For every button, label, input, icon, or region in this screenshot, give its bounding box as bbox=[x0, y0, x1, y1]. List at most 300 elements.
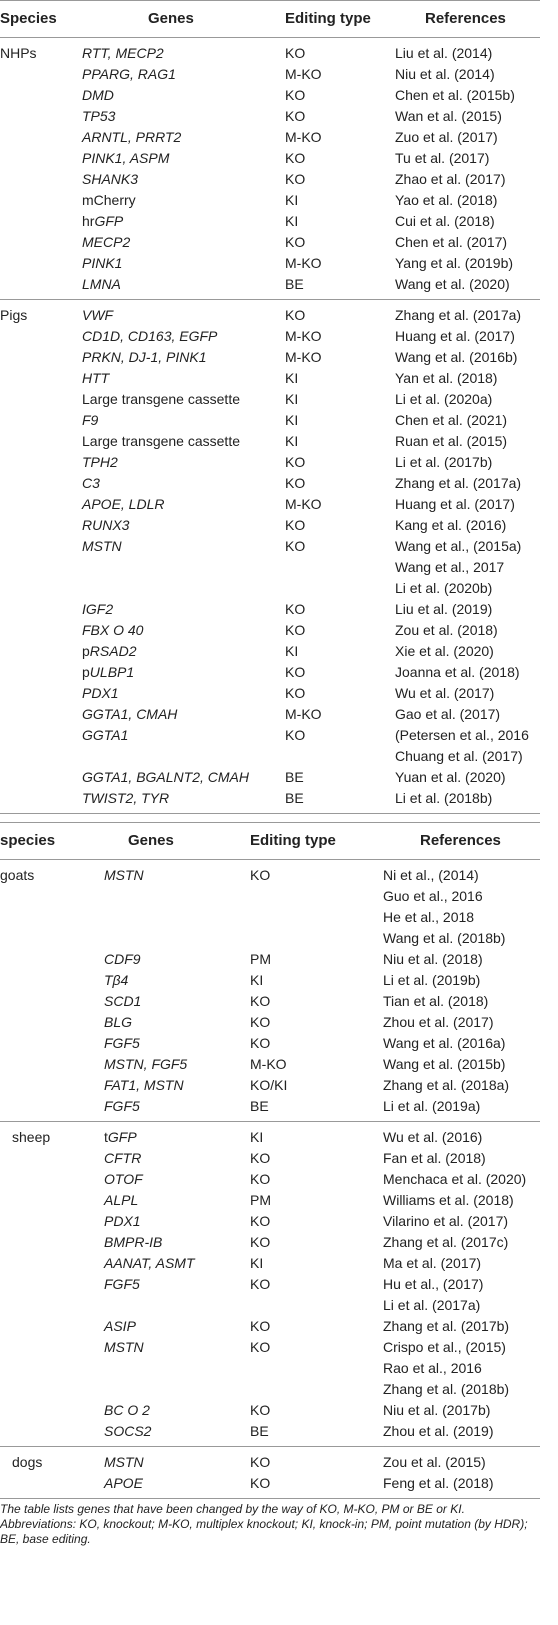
table-row bbox=[0, 1400, 540, 1421]
table-row bbox=[0, 1274, 540, 1316]
table-row bbox=[0, 1127, 540, 1148]
genes-cell bbox=[82, 190, 136, 211]
reference-cell: Wang et al., 2017 bbox=[395, 559, 505, 575]
table-row bbox=[0, 515, 540, 536]
gene-name: GFP bbox=[107, 1129, 137, 1145]
gene-name: BLG bbox=[104, 1014, 133, 1030]
reference-cell: Zhao et al. (2017) bbox=[395, 171, 506, 187]
editing-type-cell: M-KO bbox=[285, 66, 322, 82]
genes-cell bbox=[104, 1316, 136, 1337]
genes-cell bbox=[82, 232, 130, 253]
editing-type-cell: KI bbox=[285, 433, 299, 449]
table-spacer bbox=[0, 814, 558, 822]
column-header: References bbox=[420, 832, 501, 849]
table-row bbox=[0, 148, 540, 169]
reference-cell: Zhang et al. (2018b) bbox=[383, 1381, 510, 1397]
gene-name: GGTA1, BGALNT2, CMAH bbox=[82, 769, 249, 785]
gene-name: BC O 2 bbox=[104, 1402, 150, 1418]
reference-cell: Liu et al. (2019) bbox=[395, 601, 493, 617]
genes-cell bbox=[82, 274, 121, 295]
gene-name: ALPL bbox=[104, 1192, 139, 1208]
table-goats-sheep-dogs-section-goats bbox=[0, 860, 540, 1121]
column-header: species bbox=[0, 832, 56, 849]
table-row bbox=[0, 410, 540, 431]
genes-cell bbox=[104, 1473, 143, 1494]
table-row bbox=[0, 305, 540, 326]
species-cell: Pigs bbox=[0, 307, 28, 323]
gene-name: HTT bbox=[82, 370, 110, 386]
column-header: Genes bbox=[128, 832, 174, 849]
table-row bbox=[0, 683, 540, 704]
editing-type-cell: KO/KI bbox=[250, 1077, 288, 1093]
gene-name: p bbox=[82, 664, 90, 680]
editing-type-cell: KO bbox=[250, 1475, 271, 1491]
editing-type-cell: KO bbox=[285, 601, 306, 617]
gene-name: ASIP bbox=[104, 1318, 136, 1334]
editing-type-cell: M-KO bbox=[285, 328, 322, 344]
editing-type-cell: KO bbox=[250, 867, 271, 883]
genes-cell bbox=[82, 127, 181, 148]
genes-cell bbox=[82, 389, 240, 410]
gene-name: Large transgene cassette bbox=[82, 391, 240, 407]
gene-name: F9 bbox=[82, 412, 99, 428]
reference-cell: Niu et al. (2018) bbox=[383, 951, 483, 967]
reference-cell: Niu et al. (2017b) bbox=[383, 1402, 491, 1418]
genes-cell bbox=[104, 1274, 140, 1295]
table-goats-sheep-dogs-section-sheep bbox=[0, 1122, 540, 1446]
table-row bbox=[0, 865, 540, 949]
editing-type-cell: M-KO bbox=[285, 129, 322, 145]
species-cell: dogs bbox=[12, 1454, 43, 1470]
gene-name: hr bbox=[82, 213, 95, 229]
gene-name: MSTN bbox=[82, 538, 122, 554]
table-nhps-pigs-section-rule bbox=[0, 813, 540, 814]
genes-cell bbox=[82, 305, 113, 326]
gene-name: FBX O 40 bbox=[82, 622, 144, 638]
reference-cell: Li et al. (2017b) bbox=[395, 454, 493, 470]
gene-name: OTOF bbox=[104, 1171, 143, 1187]
genes-cell bbox=[82, 515, 129, 536]
gene-name: ARNTL, PRRT2 bbox=[82, 129, 182, 145]
table-row bbox=[0, 431, 540, 452]
genes-cell bbox=[82, 253, 122, 274]
genes-cell bbox=[82, 43, 164, 64]
table-row bbox=[0, 767, 540, 788]
editing-type-cell: KO bbox=[285, 87, 306, 103]
editing-type-cell: KO bbox=[285, 234, 306, 250]
table-row bbox=[0, 1169, 540, 1190]
editing-type-cell: BE bbox=[285, 769, 304, 785]
gene-name: t bbox=[104, 1129, 108, 1145]
table-row bbox=[0, 1054, 540, 1075]
reference-cell: Yao et al. (2018) bbox=[395, 192, 498, 208]
reference-cell: Joanna et al. (2018) bbox=[395, 664, 520, 680]
table-row bbox=[0, 347, 540, 368]
editing-type-cell: KO bbox=[250, 1150, 271, 1166]
gene-name: RTT, MECP2 bbox=[82, 45, 164, 61]
table-row bbox=[0, 368, 540, 389]
editing-type-cell: KO bbox=[250, 1213, 271, 1229]
reference-cell: Yuan et al. (2020) bbox=[395, 769, 506, 785]
reference-cell: Menchaca et al. (2020) bbox=[383, 1171, 527, 1187]
gene-name: FGF5 bbox=[104, 1276, 140, 1292]
editing-type-cell: KI bbox=[285, 643, 299, 659]
reference-cell: Wang et al. (2018b) bbox=[383, 930, 506, 946]
table-row bbox=[0, 190, 540, 211]
gene-name: MECP2 bbox=[82, 234, 131, 250]
table-row bbox=[0, 127, 540, 148]
table-row bbox=[0, 991, 540, 1012]
editing-type-cell: KO bbox=[250, 1014, 271, 1030]
editing-type-cell: KO bbox=[285, 517, 306, 533]
gene-name: PRKN, DJ-1, PINK1 bbox=[82, 349, 207, 365]
genes-cell bbox=[82, 725, 128, 746]
reference-cell: Zhang et al. (2017a) bbox=[395, 307, 522, 323]
editing-type-cell: KO bbox=[250, 1276, 271, 1292]
gene-name: p bbox=[82, 643, 90, 659]
reference-cell: Cui et al. (2018) bbox=[395, 213, 495, 229]
gene-name: CDF9 bbox=[104, 951, 141, 967]
genes-cell bbox=[82, 599, 113, 620]
gene-name: TPH2 bbox=[82, 454, 118, 470]
gene-name: RUNX3 bbox=[82, 517, 130, 533]
reference-cell: Li et al. (2019a) bbox=[383, 1098, 481, 1114]
table-row bbox=[0, 662, 540, 683]
table-footnote bbox=[0, 1502, 545, 1547]
genes-cell bbox=[82, 704, 177, 725]
column-header: Editing type bbox=[250, 832, 336, 849]
editing-type-cell: KO bbox=[250, 993, 271, 1009]
table-row bbox=[0, 1232, 540, 1253]
footnote-line: The table lists genes that have been changed by the way of KO, M-KO, PM or BE or KI. bbox=[0, 1502, 465, 1516]
genes-cell bbox=[82, 536, 122, 557]
reference-cell: Xie et al. (2020) bbox=[395, 643, 494, 659]
editing-type-cell: KO bbox=[285, 307, 306, 323]
editing-type-cell: KI bbox=[250, 1129, 264, 1145]
gene-name: IGF2 bbox=[82, 601, 114, 617]
table-row bbox=[0, 1148, 540, 1169]
genes-cell bbox=[104, 1033, 140, 1054]
gene-name: DMD bbox=[82, 87, 114, 103]
editing-type-cell: M-KO bbox=[285, 706, 322, 722]
table-row bbox=[0, 1033, 540, 1054]
reference-cell: Chuang et al. (2017) bbox=[395, 748, 523, 764]
genes-cell bbox=[82, 368, 109, 389]
genes-cell bbox=[82, 683, 119, 704]
editing-type-cell: KO bbox=[250, 1454, 271, 1470]
reference-cell: Chen et al. (2017) bbox=[395, 234, 508, 250]
genes-cell bbox=[104, 1452, 144, 1473]
reference-cell: Tu et al. (2017) bbox=[395, 150, 490, 166]
genes-cell bbox=[82, 452, 118, 473]
editing-type-cell: BE bbox=[250, 1098, 269, 1114]
table-row bbox=[0, 1473, 540, 1494]
gene-name: FGF5 bbox=[104, 1035, 140, 1051]
reference-cell: Li et al. (2018b) bbox=[395, 790, 493, 806]
gene-name: MSTN, FGF5 bbox=[104, 1056, 188, 1072]
table-row bbox=[0, 949, 540, 970]
genes-cell bbox=[82, 494, 164, 515]
column-header: Genes bbox=[148, 10, 194, 27]
table-row bbox=[0, 1075, 540, 1096]
table-row bbox=[0, 1190, 540, 1211]
reference-cell: Yang et al. (2019b) bbox=[395, 255, 514, 271]
genes-cell bbox=[104, 1096, 140, 1117]
gene-name: C3 bbox=[82, 475, 100, 491]
reference-cell: Kang et al. (2016) bbox=[395, 517, 507, 533]
table-row bbox=[0, 232, 540, 253]
editing-type-cell: KO bbox=[285, 45, 306, 61]
column-header: Editing type bbox=[285, 10, 371, 27]
table-row bbox=[0, 253, 540, 274]
reference-cell: Rao et al., 2016 bbox=[383, 1360, 482, 1376]
editing-type-cell: KO bbox=[285, 454, 306, 470]
table-row bbox=[0, 1012, 540, 1033]
editing-type-cell: KO bbox=[285, 685, 306, 701]
species-cell: goats bbox=[0, 867, 35, 883]
genes-cell bbox=[82, 85, 114, 106]
gene-name: SCD1 bbox=[104, 993, 142, 1009]
reference-cell: Williams et al. (2018) bbox=[383, 1192, 514, 1208]
reference-cell: Zhang et al. (2017c) bbox=[383, 1234, 509, 1250]
table-row bbox=[0, 43, 540, 64]
gene-name: SHANK3 bbox=[82, 171, 139, 187]
genes-cell bbox=[82, 431, 240, 452]
editing-type-cell: KO bbox=[285, 150, 306, 166]
table-nhps-pigs-header-row bbox=[0, 1, 540, 37]
reference-cell: Chen et al. (2015b) bbox=[395, 87, 515, 103]
genes-cell bbox=[82, 169, 138, 190]
genes-cell bbox=[104, 1169, 143, 1190]
genes-cell bbox=[104, 970, 128, 991]
genes-cell bbox=[104, 1211, 141, 1232]
gene-name: AANAT, ASMT bbox=[104, 1255, 195, 1271]
editing-type-cell: KI bbox=[285, 370, 299, 386]
genes-cell bbox=[104, 1148, 141, 1169]
table-row bbox=[0, 473, 540, 494]
gene-name: APOE, LDLR bbox=[82, 496, 165, 512]
editing-type-cell: KO bbox=[285, 664, 306, 680]
gene-name: GGTA1, CMAH bbox=[82, 706, 178, 722]
reference-cell: Li et al. (2020b) bbox=[395, 580, 493, 596]
reference-cell: Ma et al. (2017) bbox=[383, 1255, 482, 1271]
table-goats-sheep-dogs-section-rule bbox=[0, 1498, 540, 1499]
table-row bbox=[0, 1421, 540, 1442]
gene-name: Tβ4 bbox=[104, 972, 129, 988]
reference-cell: Li et al. (2019b) bbox=[383, 972, 481, 988]
table-row bbox=[0, 494, 540, 515]
table-row bbox=[0, 326, 540, 347]
reference-cell: Crispo et al., (2015) bbox=[383, 1339, 506, 1355]
editing-type-cell: KI bbox=[250, 1255, 264, 1271]
gene-name: FGF5 bbox=[104, 1098, 140, 1114]
reference-cell: Zou et al. (2015) bbox=[383, 1454, 486, 1470]
genes-cell bbox=[82, 64, 176, 85]
table-goats-sheep-dogs bbox=[0, 822, 540, 1499]
editing-type-cell: PM bbox=[250, 951, 271, 967]
gene-name: BMPR-IB bbox=[104, 1234, 163, 1250]
editing-type-cell: M-KO bbox=[285, 496, 322, 512]
table-row bbox=[0, 1316, 540, 1337]
reference-cell: Chen et al. (2021) bbox=[395, 412, 508, 428]
genes-cell bbox=[104, 865, 144, 886]
reference-cell: Gao et al. (2017) bbox=[395, 706, 501, 722]
genes-cell bbox=[82, 410, 98, 431]
reference-cell: Zhang et al. (2017a) bbox=[395, 475, 522, 491]
editing-type-cell: KO bbox=[285, 475, 306, 491]
reference-cell: Li et al. (2020a) bbox=[395, 391, 493, 407]
column-header: References bbox=[425, 10, 506, 27]
reference-cell: Ni et al., (2014) bbox=[383, 867, 479, 883]
editing-type-cell: KI bbox=[285, 192, 299, 208]
genes-cell bbox=[104, 1127, 137, 1148]
table-row bbox=[0, 620, 540, 641]
table-row bbox=[0, 389, 540, 410]
editing-type-cell: KI bbox=[285, 213, 299, 229]
editing-type-cell: KO bbox=[285, 727, 306, 743]
gene-name: TWIST2, TYR bbox=[82, 790, 170, 806]
gene-name: TP53 bbox=[82, 108, 116, 124]
genes-cell bbox=[82, 662, 134, 683]
genes-cell bbox=[104, 1253, 195, 1274]
reference-cell: Guo et al., 2016 bbox=[383, 888, 483, 904]
reference-cell: Zhou et al. (2019) bbox=[383, 1423, 494, 1439]
table-row bbox=[0, 1337, 540, 1400]
reference-cell: Zhang et al. (2017b) bbox=[383, 1318, 510, 1334]
table-row bbox=[0, 536, 540, 599]
editing-type-cell: KO bbox=[250, 1171, 271, 1187]
editing-type-cell: KO bbox=[250, 1339, 271, 1355]
reference-cell: Li et al. (2017a) bbox=[383, 1297, 481, 1313]
reference-cell: Niu et al. (2014) bbox=[395, 66, 495, 82]
reference-cell: Huang et al. (2017) bbox=[395, 328, 515, 344]
table-row bbox=[0, 1096, 540, 1117]
editing-type-cell: BE bbox=[285, 276, 304, 292]
gene-name: VWF bbox=[82, 307, 114, 323]
gene-name: MSTN bbox=[104, 867, 144, 883]
reference-cell: Wang et al. (2016b) bbox=[395, 349, 518, 365]
editing-type-cell: KI bbox=[285, 391, 299, 407]
reference-cell: Wang et al., (2015a) bbox=[395, 538, 522, 554]
table-row bbox=[0, 106, 540, 127]
table-row bbox=[0, 788, 540, 809]
table-row bbox=[0, 641, 540, 662]
genes-cell bbox=[104, 949, 141, 970]
gene-name: Large transgene cassette bbox=[82, 433, 240, 449]
genes-cell bbox=[104, 1337, 144, 1358]
table-goats-sheep-dogs-header-row bbox=[0, 823, 540, 859]
table-nhps-pigs-section-nhps bbox=[0, 38, 540, 299]
gene-name: LMNA bbox=[82, 276, 121, 292]
gene-name: APOE bbox=[104, 1475, 143, 1491]
genes-cell bbox=[104, 1400, 150, 1421]
genes-cell bbox=[104, 1012, 132, 1033]
editing-type-cell: KO bbox=[285, 538, 306, 554]
gene-name: mCherry bbox=[82, 192, 136, 208]
genes-cell bbox=[104, 1190, 138, 1211]
genes-cell bbox=[82, 473, 100, 494]
genes-cell bbox=[82, 641, 136, 662]
reference-cell: Liu et al. (2014) bbox=[395, 45, 493, 61]
editing-type-cell: M-KO bbox=[285, 349, 322, 365]
genes-cell bbox=[82, 788, 169, 809]
table-row bbox=[0, 211, 540, 232]
reference-cell: Ruan et al. (2015) bbox=[395, 433, 508, 449]
genes-cell bbox=[104, 1054, 187, 1075]
gene-name: FAT1, MSTN bbox=[104, 1077, 184, 1093]
reference-cell: Fan et al. (2018) bbox=[383, 1150, 486, 1166]
editing-type-cell: KO bbox=[250, 1318, 271, 1334]
reference-cell: Wu et al. (2016) bbox=[383, 1129, 483, 1145]
editing-type-cell: KI bbox=[285, 412, 299, 428]
species-cell: sheep bbox=[12, 1129, 51, 1145]
table-nhps-pigs bbox=[0, 0, 540, 814]
genes-cell bbox=[82, 148, 169, 169]
genes-cell bbox=[104, 1075, 184, 1096]
reference-cell: Wang et al. (2015b) bbox=[383, 1056, 506, 1072]
editing-type-cell: KO bbox=[250, 1035, 271, 1051]
editing-type-cell: BE bbox=[250, 1423, 269, 1439]
genes-cell bbox=[82, 326, 217, 347]
abbreviations-line: Abbreviations: KO, knockout; M-KO, multiplex knockout; KI, knock-in; PM, point mutation (by HDR); BE, base editing. bbox=[0, 1517, 528, 1546]
reference-cell: Huang et al. (2017) bbox=[395, 496, 515, 512]
reference-cell: Wan et al. (2015) bbox=[395, 108, 502, 124]
gene-name: GFP bbox=[94, 213, 124, 229]
table-row bbox=[0, 1253, 540, 1274]
table-row bbox=[0, 452, 540, 473]
reference-cell: He et al., 2018 bbox=[383, 909, 475, 925]
reference-cell: Zuo et al. (2017) bbox=[395, 129, 498, 145]
table-goats-sheep-dogs-section-dogs bbox=[0, 1447, 540, 1498]
genes-cell bbox=[104, 1421, 151, 1442]
gene-name: GGTA1 bbox=[82, 727, 129, 743]
table-nhps-pigs-section-pigs bbox=[0, 300, 540, 813]
gene-name: SOCS2 bbox=[104, 1423, 152, 1439]
gene-name: CD1D, CD163, EGFP bbox=[82, 328, 218, 344]
reference-cell: Wang et al. (2020) bbox=[395, 276, 510, 292]
table-row bbox=[0, 274, 540, 295]
genes-cell bbox=[82, 347, 206, 368]
reference-cell: Vilarino et al. (2017) bbox=[383, 1213, 509, 1229]
editing-type-cell: KO bbox=[285, 622, 306, 638]
editing-type-cell: KO bbox=[250, 1234, 271, 1250]
gene-name: RSAD2 bbox=[89, 643, 137, 659]
reference-cell: Wang et al. (2016a) bbox=[383, 1035, 506, 1051]
reference-cell: Feng et al. (2018) bbox=[383, 1475, 494, 1491]
editing-type-cell: KO bbox=[285, 108, 306, 124]
gene-name: PINK1, ASPM bbox=[82, 150, 170, 166]
table-row bbox=[0, 970, 540, 991]
gene-name: ULBP1 bbox=[89, 664, 135, 680]
genes-cell bbox=[82, 767, 249, 788]
reference-cell: Tian et al. (2018) bbox=[383, 993, 489, 1009]
table-row bbox=[0, 599, 540, 620]
table-row bbox=[0, 704, 540, 725]
table-row bbox=[0, 85, 540, 106]
reference-cell: (Petersen et al., 2016 bbox=[395, 727, 529, 743]
gene-name: MSTN bbox=[104, 1339, 144, 1355]
genes-cell bbox=[82, 211, 123, 232]
editing-type-cell: PM bbox=[250, 1192, 271, 1208]
reference-cell: Yan et al. (2018) bbox=[395, 370, 498, 386]
editing-type-cell: M-KO bbox=[285, 255, 322, 271]
reference-cell: Hu et al., (2017) bbox=[383, 1276, 484, 1292]
reference-cell: Wu et al. (2017) bbox=[395, 685, 495, 701]
table-row bbox=[0, 169, 540, 190]
reference-cell: Zhang et al. (2018a) bbox=[383, 1077, 510, 1093]
editing-type-cell: KO bbox=[285, 171, 306, 187]
genes-cell bbox=[104, 991, 141, 1012]
